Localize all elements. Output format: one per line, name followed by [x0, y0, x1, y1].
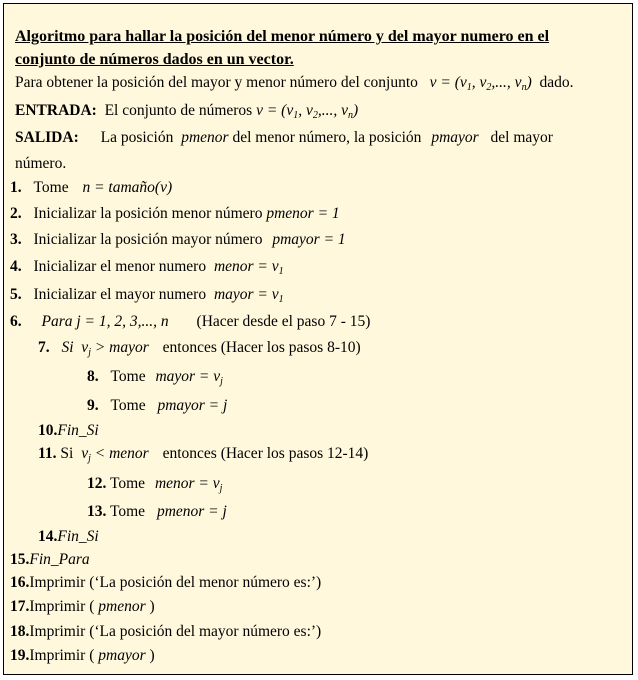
step-text-2: ) [149, 647, 155, 664]
step-4 [10, 257, 284, 282]
salida-pmenor: pmenor [181, 129, 229, 146]
step-number: 4. [10, 258, 22, 275]
step-math: pmayor [98, 647, 146, 664]
step-math: Fin_Para [29, 551, 90, 568]
step-number: 14. [38, 528, 58, 545]
entrada-line [15, 101, 358, 126]
intro-text: Para obtener la posición del mayor y menor número del conjunto [15, 74, 418, 91]
step-number: 18. [10, 623, 30, 640]
step-1 [10, 178, 172, 198]
salida-t1: La posición [100, 129, 174, 146]
step-8 [87, 367, 223, 392]
step-math: n = tamaño(v) [82, 179, 173, 196]
title-line-2: conjunto de números dados en un vector. [15, 51, 294, 68]
step-text: Tome [33, 179, 69, 196]
step-math: mayor = $v_1$ [213, 286, 284, 305]
step-5 [10, 285, 284, 310]
intro-suffix: dado. [539, 74, 574, 91]
step-text: Tome [110, 397, 146, 414]
step-9 [87, 396, 227, 416]
step-text: Imprimir ( [29, 598, 95, 615]
step-math: Si $v_j$ > mayor [61, 339, 149, 358]
step-text: Inicializar el mayor numero [33, 286, 207, 303]
salida-pmayor: pmayor [431, 129, 479, 146]
step-11 [38, 444, 368, 469]
step-math: pmenor = 1 [266, 205, 340, 222]
step-math: Para j = 1, 2, 3,..., n [41, 313, 169, 330]
step-math: Fin_Si [57, 528, 99, 545]
step-math: mayor = $v_j$ [155, 368, 223, 387]
step-17 [10, 597, 155, 617]
step-text: Inicializar la posición menor número [33, 205, 263, 222]
salida-line [15, 128, 553, 148]
step-number: 3. [10, 231, 22, 248]
step-6 [10, 312, 370, 332]
step-18 [10, 622, 321, 642]
step-number: 17. [10, 598, 30, 615]
step-number: 6. [10, 313, 22, 330]
step-text: Inicializar el menor numero [33, 258, 207, 275]
salida-label: SALIDA: [15, 129, 79, 146]
step-text-2: ) [149, 598, 155, 615]
salida-t2: del menor número, la posición [232, 129, 422, 146]
step-math: menor = $v_1$ [213, 258, 284, 277]
step-text: Imprimir ( [29, 647, 95, 664]
salida-t4: número. [15, 155, 67, 172]
intro-line [15, 73, 574, 98]
step-number: 19. [10, 647, 30, 664]
step-2 [10, 204, 340, 224]
step-text: Inicializar la posición mayor número [33, 231, 263, 248]
step-math: pmayor = j [157, 397, 228, 414]
step-text: Imprimir (‘La posición del mayor número es:’) [29, 623, 322, 640]
step-number: 13. [87, 503, 107, 520]
step-number: 12. [87, 475, 107, 492]
step-number: 1. [10, 179, 22, 196]
step-7 [38, 338, 361, 363]
step-14 [38, 527, 99, 547]
step-number: 7. [38, 339, 50, 356]
step-text: (Hacer desde el paso 7 - 15) [196, 313, 371, 330]
step-number: 2. [10, 205, 22, 222]
step-text: Si [60, 445, 74, 462]
salida-t3: del mayor [490, 129, 553, 146]
step-text: Tome [109, 503, 146, 520]
step-math: menor = $v_j$ [154, 475, 223, 494]
step-15 [10, 550, 90, 570]
entrada-label: ENTRADA: [15, 102, 97, 119]
step-number: 10. [38, 422, 58, 439]
step-3 [10, 230, 346, 250]
step-math: pmenor [98, 598, 146, 615]
step-math: Fin_Si [57, 422, 99, 439]
step-math: pmayor = 1 [272, 231, 346, 248]
step-number: 11. [38, 445, 57, 462]
title-line-1: Algoritmo para hallar la posición del menor número y del mayor numero en el [15, 28, 550, 45]
step-text: Tome [110, 368, 146, 385]
step-text: Imprimir (‘La posición del menor número es:’) [29, 574, 322, 591]
step-16 [10, 573, 321, 593]
step-10 [38, 421, 99, 441]
step-12 [87, 474, 222, 499]
step-number: 9. [87, 397, 99, 414]
step-number: 8. [87, 368, 99, 385]
intro-formula: $v = (v_1$, $v_2$,..., $v_n$) [429, 74, 532, 93]
step-13 [87, 502, 227, 522]
step-19 [10, 646, 155, 666]
step-math: $v_j$ < menor [81, 445, 149, 464]
step-text: entonces (Hacer los pasos 8-10) [162, 339, 361, 356]
step-number: 5. [10, 286, 22, 303]
step-text-2: entonces (Hacer los pasos 12-14) [162, 445, 369, 462]
entrada-text: El conjunto de números [104, 102, 253, 119]
step-number: 16. [10, 574, 30, 591]
step-math: pmenor = j [156, 503, 227, 520]
step-number: 15. [10, 551, 30, 568]
step-text: Tome [109, 475, 146, 492]
entrada-formula: $v = (v_1$, $v_2$,..., $v_n$) [256, 102, 359, 121]
